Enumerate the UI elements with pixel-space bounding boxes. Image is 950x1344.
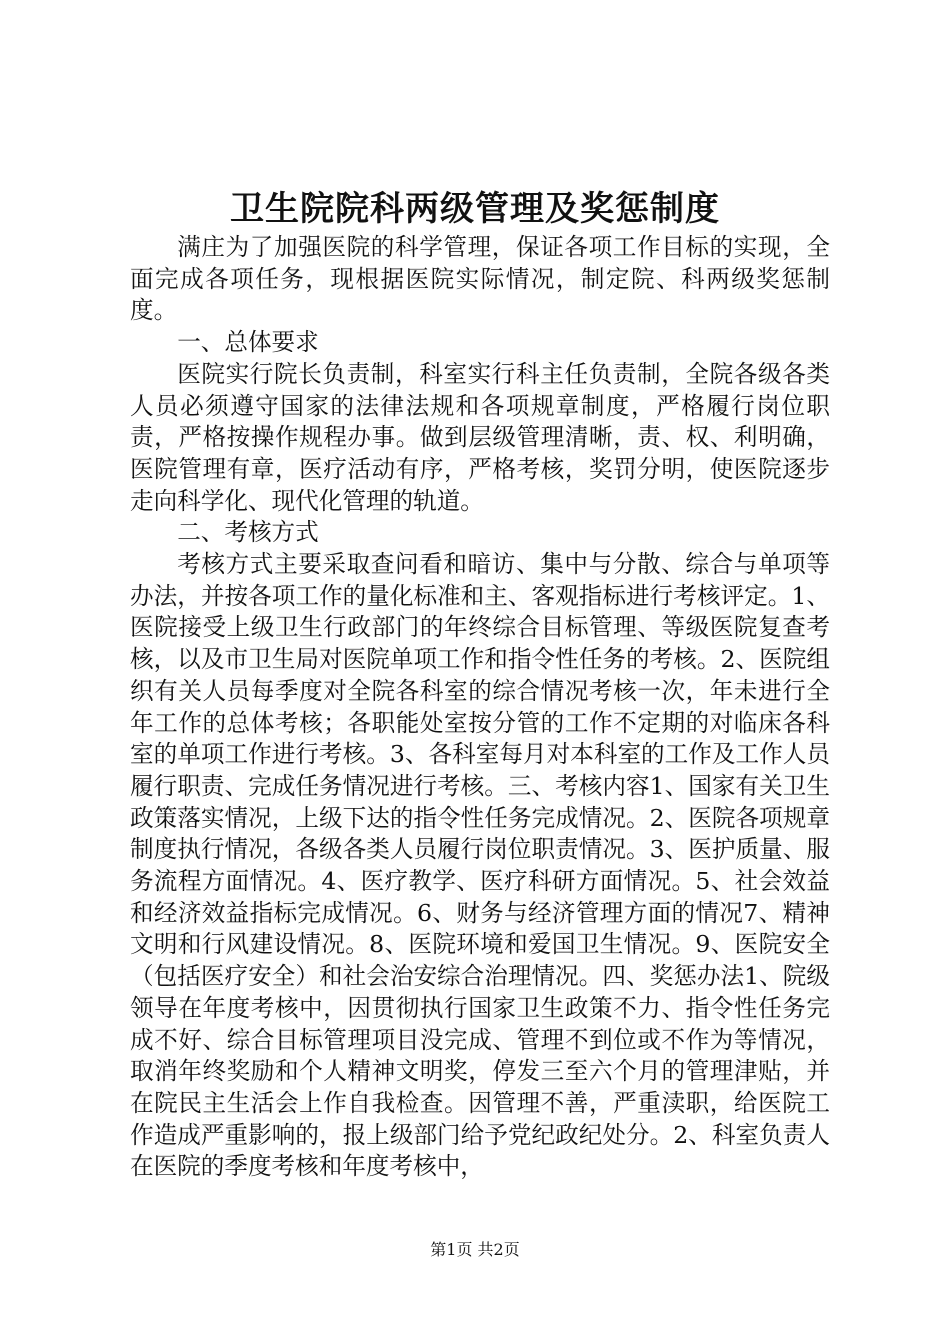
document-title: 卫生院院科两级管理及奖惩制度 xyxy=(230,189,720,229)
section-heading-assessment-method: 二、考核方式 xyxy=(177,518,319,547)
section-heading-general-requirements: 一、总体要求 xyxy=(177,328,319,357)
intro-paragraph: 满庄为了加强医院的科学管理，保证各项工作目标的实现，全面完成各项任务，现根据医院实际情况，制定院、科两级奖惩制度。 xyxy=(130,233,830,325)
page-footer: 第1页 共2页 xyxy=(430,1240,520,1259)
general-requirements-paragraph: 医院实行院长负责制，科室实行科主任负责制，全院各级各类人员必须遵守国家的法律法规和各项规章制度，严格履行岗位职责，严格按操作规程办事。做到层级管理清晰，责、权、利明确，医院管理有章，医疗活动有序，严格考核，奖罚分明，使医院逐步走向科学化、现代化管理的轨道。 xyxy=(130,359,830,515)
assessment-method-paragraph: 考核方式主要采取查问看和暗访、集中与分散、综合与单项等办法，并按各项工作的量化标准和主、客观指标进行考核评定。1、医院接受上级卫生行政部门的年终综合目标管理、等级医院复查考核，以及市卫生局对医院单项工作和指令性任务的考核。2、医院组织有关人员每季度对全院各科室的综合情况考核一次，年未进行全年工作的总体考核；各职能处室按分管的工作不定期的对临床各科室的单项工作进行考核。3、各科室每月对本科室的工作及工作人员履行职责、完成任务情况进行考核。三、考核内容1、国家有关卫生政策落实情况，上级下达的指令性任务完成情况。2、医院各项规章制度执行情况，各级各类人员履行岗位职责情况。3、医护质量、服务流程方面情况。4、医疗教学、医疗科研方面情况。5、社会效益和经济效益指标完成情况。6、财务与经济管理方面的情况7、精神文明和行风建设情况。8、医院环境和爱国卫生情况。9、医院安全（包括医疗安全）和社会治安综合治理情况。四、奖惩办法1、院级领导在年度考核中，因贯彻执行国家卫生政策不力、指令性任务完成不好、综合目标管理项目没完成、管理不到位或不作为等情况，取消年终奖励和个人精神文明奖，停发三至六个月的管理津贴，并在院民主生活会上作自我检查。因管理不善，严重渎职，给医院工作造成严重影响的，报上级部门给予党纪政纪处分。2、科室负责人在医院的季度考核和年度考核中， xyxy=(130,550,830,1181)
document-body xyxy=(130,232,830,1183)
